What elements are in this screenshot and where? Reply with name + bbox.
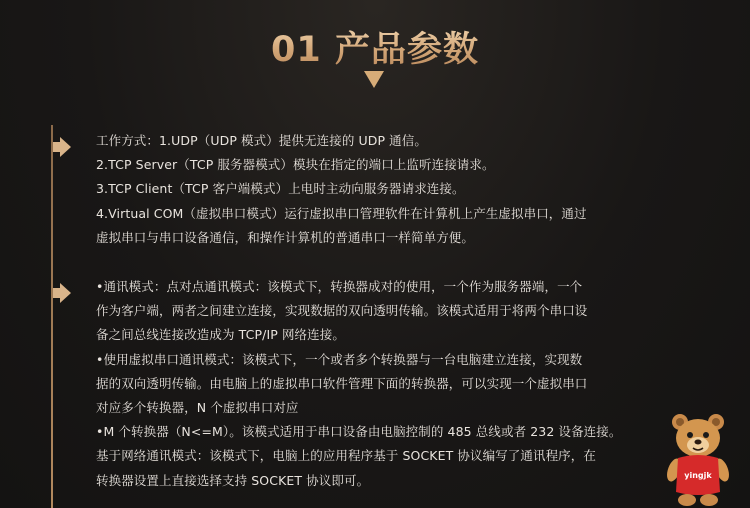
paragraph-line: 据的双向透明传输。由电脑上的虚拟串口软件管理下面的转换器，可以实现一个虚拟串口 <box>96 375 588 391</box>
bullet-arrow-icon <box>53 283 71 303</box>
bear-mascot-icon <box>662 408 734 508</box>
heading-down-arrow-icon <box>364 71 384 88</box>
communication-mode-section <box>96 275 656 493</box>
paragraph-line: •通讯模式：点对点通讯模式：该模式下，转换器成对的使用，一个作为服务器端，一个 <box>96 279 583 294</box>
paragraph-line: 3.TCP Client（TCP 客户端模式）上电时主动向服务器请求连接。 <box>96 181 465 197</box>
section-heading: 01 产品参数 <box>0 22 750 72</box>
paragraph-line: 备之间总线连接改造成为 TCP/IP 网络连接。 <box>96 327 345 343</box>
paragraph-line: 工作方式：1.UDP（UDP 模式）提供无连接的 UDP 通信。 <box>96 133 427 148</box>
working-mode-section <box>96 129 656 250</box>
paragraph-line: •使用虚拟串口通讯模式：该模式下，一个或者多个转换器与一台电脑建立连接，实现数 <box>96 351 583 367</box>
paragraph-line: 虚拟串口与串口设备通信，和操作计算机的普通串口一样简单方便。 <box>96 229 475 245</box>
paragraph-line: 转换器设置上直接选择支持 SOCKET 协议即可。 <box>96 472 370 488</box>
timeline-line <box>51 125 53 508</box>
mascot-shirt-label: yingjk <box>684 471 712 480</box>
paragraph-line: 作为客户端，两者之间建立连接，实现数据的双向透明传输。该模式适用于将两个串口设 <box>96 303 588 319</box>
paragraph-line: 4.Virtual COM（虚拟串口模式）运行虚拟串口管理软件在计算机上产生虚拟串口，通过 <box>96 205 587 221</box>
paragraph-line: 对应多个转换器，N 个虚拟串口对应 <box>96 400 299 416</box>
paragraph-line: •M 个转换器（N<=M）。该模式适用于串口设备由电脑控制的 485 总线或者 232 设备连接。 <box>96 424 622 440</box>
bullet-arrow-icon <box>53 137 71 157</box>
paragraph-line: 基于网络通讯模式：该模式下，电脑上的应用程序基于 SOCKET 协议编写了通讯程序，在 <box>96 448 596 464</box>
paragraph-line: 2.TCP Server（TCP 服务器模式）模块在指定的端口上监听连接请求。 <box>96 157 495 173</box>
